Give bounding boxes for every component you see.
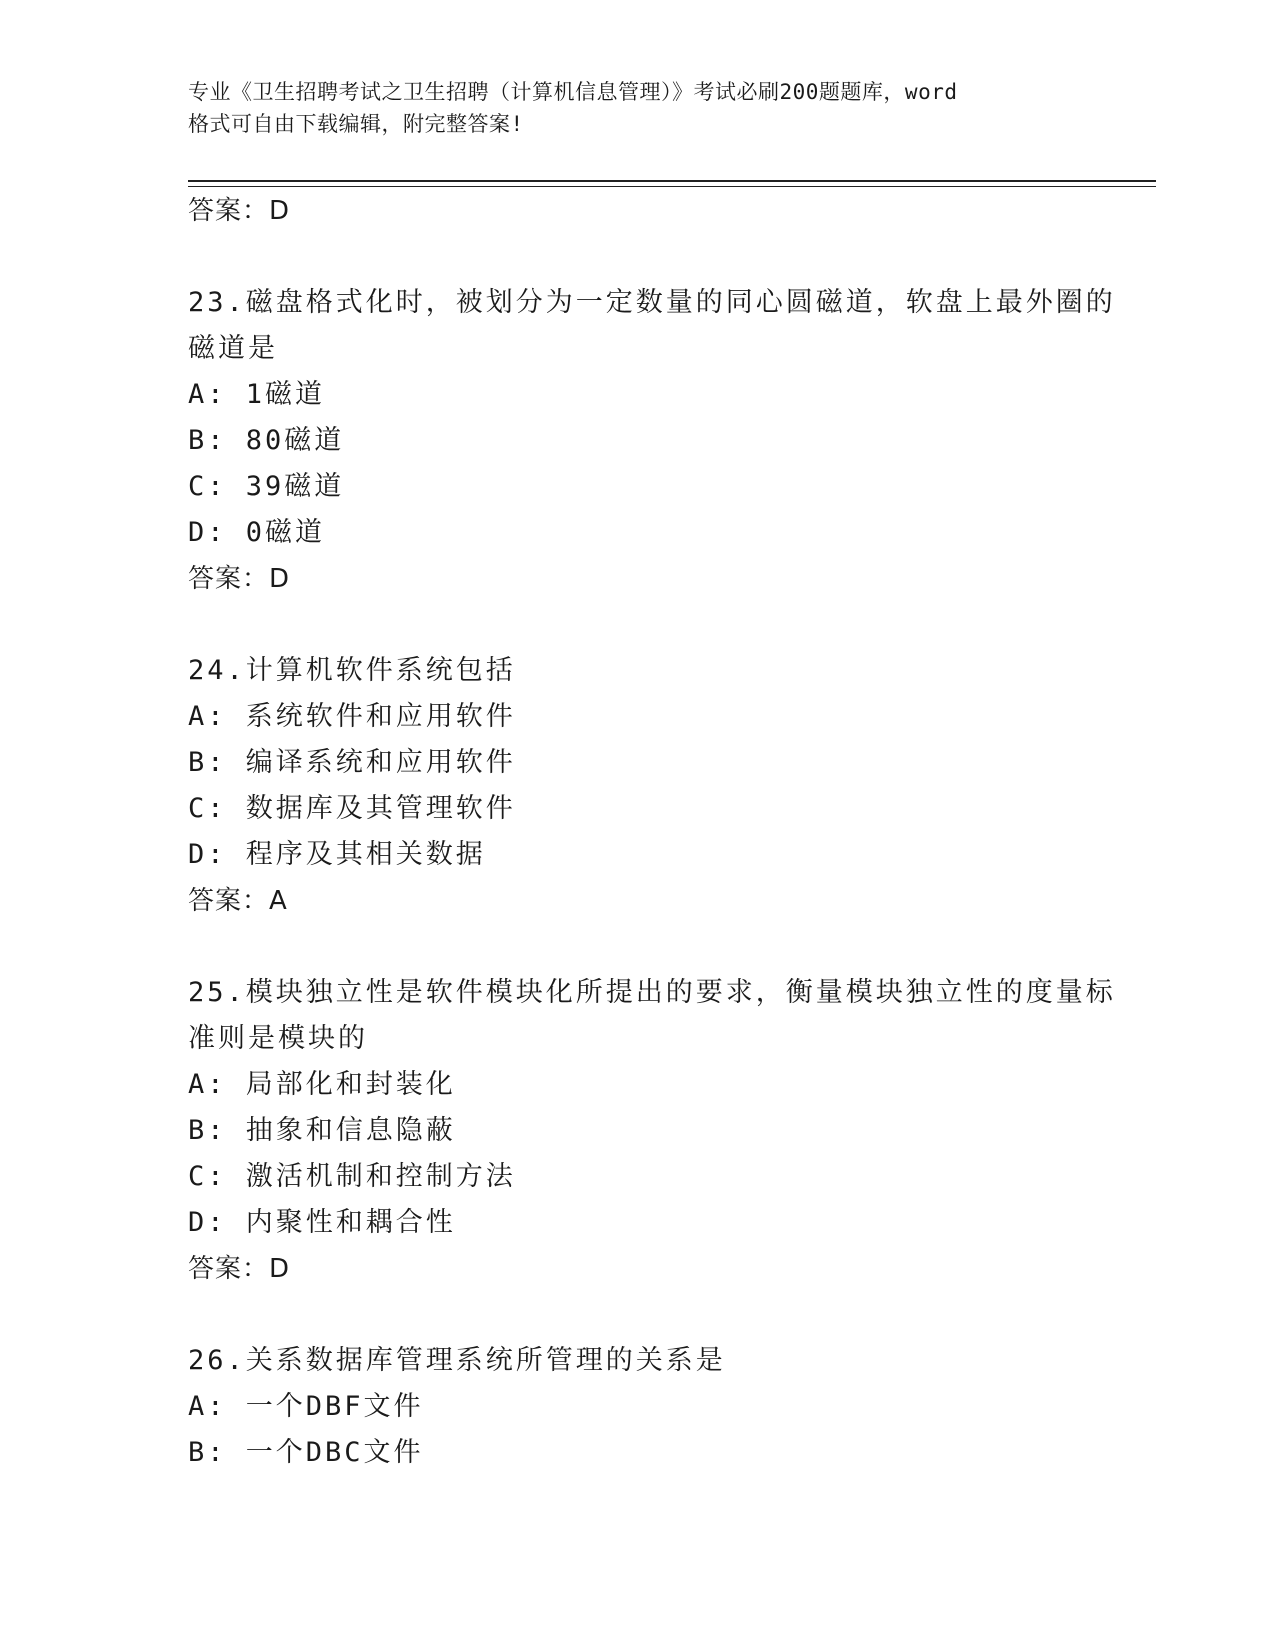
spacer <box>188 234 1088 280</box>
question-stem: 24.计算机软件系统包括 <box>188 655 516 686</box>
answer: 答案：D <box>188 564 291 594</box>
option-c: C: 激活机制和控制方法 <box>188 1161 516 1192</box>
option-b: B: 编译系统和应用软件 <box>188 747 516 778</box>
answer: 答案：A <box>188 886 288 916</box>
option-d: D: 内聚性和耦合性 <box>188 1207 456 1238</box>
spacer <box>188 602 1088 648</box>
option-a: A: 1磁道 <box>188 379 326 410</box>
previous-answer: 答案：D <box>188 196 291 226</box>
option-b: B: 抽象和信息隐蔽 <box>188 1115 456 1146</box>
option-d: D: 程序及其相关数据 <box>188 839 486 870</box>
header-divider-thin <box>188 186 1156 187</box>
question-stem-continued: 准则是模块的 <box>188 1023 368 1054</box>
option-a: A: 局部化和封装化 <box>188 1069 456 1100</box>
question-list <box>188 188 1116 1476</box>
document-header <box>188 76 1108 140</box>
question-23 <box>188 280 1116 602</box>
spacer <box>188 1292 1088 1338</box>
question-stem: 25.模块独立性是软件模块化所提出的要求，衡量模块独立性的度量标 <box>188 977 1116 1008</box>
question-26 <box>188 1338 1088 1476</box>
question-stem-continued: 磁道是 <box>188 333 278 364</box>
answer: 答案：D <box>188 1254 291 1284</box>
header-line-2: 格式可自由下载编辑，附完整答案! <box>188 112 524 136</box>
header-line-1: 专业《卫生招聘考试之卫生招聘（计算机信息管理）》考试必刷200题题库，word <box>188 80 958 104</box>
question-24 <box>188 648 1088 924</box>
option-c: C: 39磁道 <box>188 471 345 502</box>
question-stem: 26.关系数据库管理系统所管理的关系是 <box>188 1345 726 1376</box>
spacer <box>188 924 1088 970</box>
option-b: B: 一个DBC文件 <box>188 1437 424 1468</box>
option-d: D: 0磁道 <box>188 517 326 548</box>
option-b: B: 80磁道 <box>188 425 345 456</box>
header-divider-thick <box>188 180 1156 182</box>
question-25 <box>188 970 1116 1292</box>
question-stem: 23.磁盘格式化时，被划分为一定数量的同心圆磁道，软盘上最外圈的 <box>188 287 1116 318</box>
option-c: C: 数据库及其管理软件 <box>188 793 516 824</box>
option-a: A: 一个DBF文件 <box>188 1391 424 1422</box>
option-a: A: 系统软件和应用软件 <box>188 701 516 732</box>
